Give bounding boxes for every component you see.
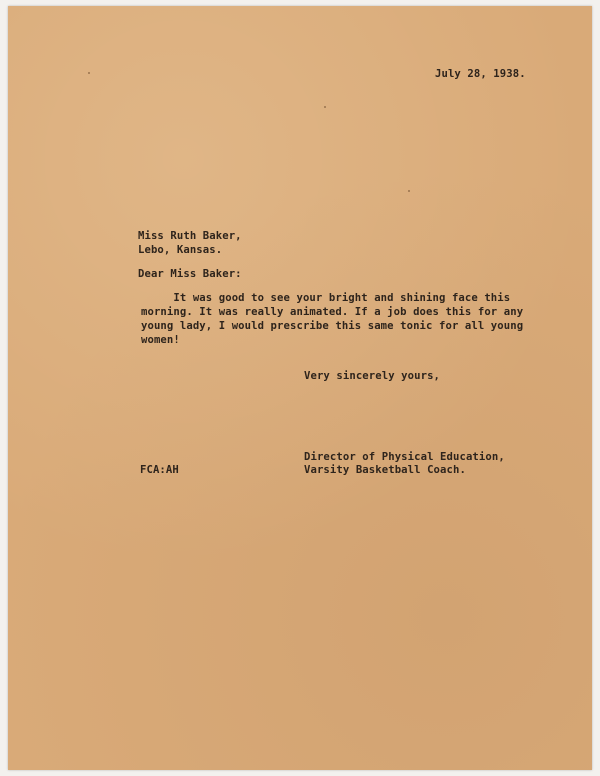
complimentary-close: Very sincerely yours, xyxy=(304,370,441,382)
recipient-address xyxy=(138,229,242,257)
body-line: morning. It was really animated. If a job does this for any xyxy=(141,306,524,318)
signature-title: Director of Physical Education, xyxy=(304,451,505,463)
paper-speck xyxy=(408,190,410,192)
body-line: women! xyxy=(141,334,180,346)
recipient-city: Lebo, Kansas. xyxy=(138,244,223,256)
reference-initials: FCA:AH xyxy=(140,464,179,476)
paper-speck xyxy=(88,72,90,74)
body-line: It was good to see your bright and shining face this xyxy=(141,292,511,304)
body-line: young lady, I would prescribe this same tonic for all young xyxy=(141,320,524,332)
salutation: Dear Miss Baker: xyxy=(138,268,242,280)
recipient-name: Miss Ruth Baker, xyxy=(138,230,242,242)
letter-body xyxy=(141,291,523,347)
signature-block xyxy=(304,451,505,477)
letter-date: July 28, 1938. xyxy=(435,68,526,80)
letter-page xyxy=(8,6,592,770)
paper-speck xyxy=(324,106,326,108)
signature-title: Varsity Basketball Coach. xyxy=(304,464,466,476)
